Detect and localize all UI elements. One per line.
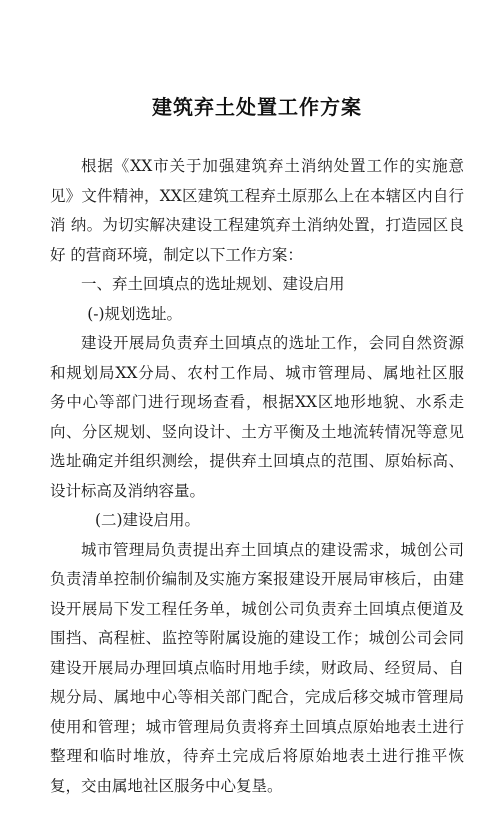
section-heading-1: 一、弃土回填点的选址规划、建设启用 [81, 275, 345, 293]
subsection-heading-2: (二)建设启用。 [94, 511, 201, 529]
construction-paragraph: 城市管理局负责提出弃土回填点的建设需求，城创公司 负责清单控制价编制及实施方案报建设开展局审核后，由建 设开展局下发工程任务单，城创公司负责弃土回填点便道及 围挡、高程桩、监控等附属设施的建设工作；城创公司会同 建设开展局办理回填点临时用地手续，财政局、经贸局、自 规分局、属地中心等相关部门配合，完成后移交城市管理局 使用和管理；城市管理局负责将弃土回填点原始地表土进行 整理和临时堆放，待弃土完成后将原始地表土进行推平恢 复，交由属地社区服务中心复垦。 [50, 540, 464, 795]
document-title: 建筑弃土处置工作方案 [152, 95, 362, 119]
intro-paragraph: 根据《XX市关于加强建筑弃土消纳处置工作的实施意 见》文件精神，XX区建筑工程弃土原那么上在本辖区内自行消 纳。为切实解决建设工程建筑弃土消纳处置，打造园区良好 的营商环境，制定以下工作方案： [50, 157, 464, 264]
document-body [50, 152, 464, 801]
subsection-heading-1: (-)规划选址。 [87, 304, 183, 323]
site-selection-paragraph: 建设开展局负责弃土回填点的选址工作，会同自然资源 和规划局XX分局、农村工作局、城市管理局、属地社区服 务中心等部门进行现场查看，根据XX区地形地貌、水系走 向、分区规划、竖向设计、土方平衡及土地流转情况等意见 选址确定并组织测绘，提供弃土回填点的范围、原始标高、 设计标高及消纳容量。 [50, 334, 464, 500]
